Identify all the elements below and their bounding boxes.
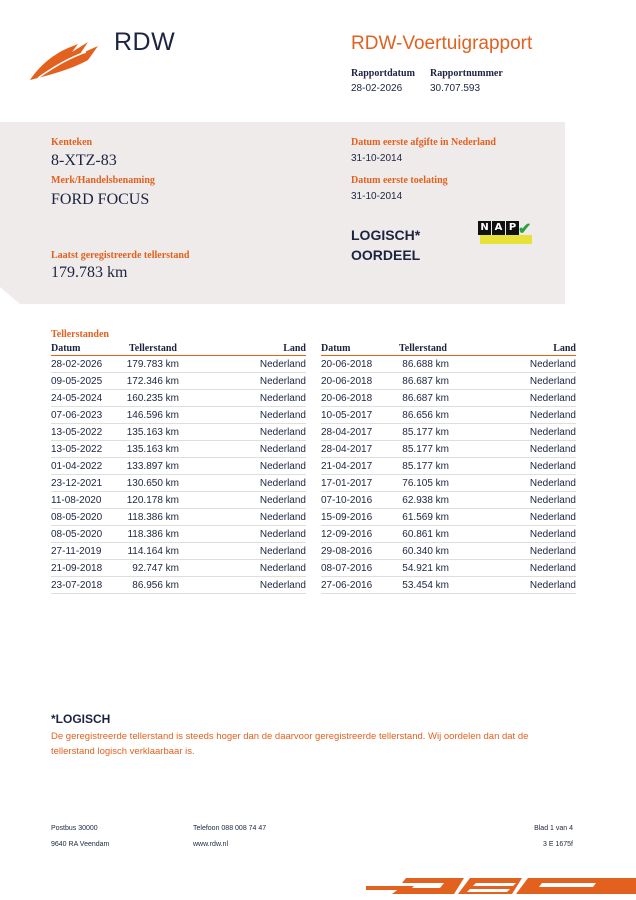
odometer-label: Laatst geregistreerde tellerstand xyxy=(51,250,190,261)
table-row xyxy=(51,458,306,475)
cell-reading: 86.687 km xyxy=(402,392,449,404)
first-admission-label: Datum eerste toelating xyxy=(351,175,448,186)
cell-date: 27-11-2019 xyxy=(51,545,102,557)
cell-reading: 86.956 km xyxy=(132,579,179,591)
table-row xyxy=(321,356,576,373)
cell-date: 21-04-2017 xyxy=(321,460,373,472)
table-row xyxy=(321,475,576,492)
footer-contact xyxy=(193,821,266,853)
cell-reading: 86.688 km xyxy=(402,358,449,370)
table-row xyxy=(321,543,576,560)
rdw-logo-icon xyxy=(28,38,104,82)
cell-country: Nederland xyxy=(259,409,306,421)
table-row xyxy=(51,509,306,526)
logo-text: RDW xyxy=(114,28,176,56)
footer-address-line2: 9640 RA Veendam xyxy=(51,841,110,848)
cell-country: Nederland xyxy=(259,528,306,540)
cell-country: Nederland xyxy=(259,443,306,455)
cell-date: 28-02-2026 xyxy=(51,358,103,370)
verdict xyxy=(351,225,420,265)
table-row xyxy=(321,407,576,424)
cell-country: Nederland xyxy=(259,545,306,557)
cell-country: Nederland xyxy=(259,426,306,438)
nap-logo xyxy=(478,221,534,245)
cell-date: 08-07-2016 xyxy=(321,562,373,574)
cell-date: 01-04-2022 xyxy=(51,460,103,472)
cell-date: 28-04-2017 xyxy=(321,443,373,455)
table-row xyxy=(321,441,576,458)
cell-reading: 76.105 km xyxy=(402,477,449,489)
cell-country: Nederland xyxy=(259,562,306,574)
cell-reading: 61.569 km xyxy=(402,511,449,523)
report-number-value: 30.707.593 xyxy=(430,83,481,94)
cell-date: 10-05-2017 xyxy=(321,409,373,421)
footer-page-info xyxy=(500,821,573,853)
cell-reading: 53.454 km xyxy=(402,579,449,591)
cell-reading: 60.861 km xyxy=(402,528,449,540)
footer-phone: Telefoon 088 008 74 47 xyxy=(193,825,267,832)
footer-address-line1: Postbus 30000 xyxy=(51,825,98,832)
cell-date: 23-07-2018 xyxy=(51,579,103,591)
table-row xyxy=(321,492,576,509)
cell-reading: 120.178 km xyxy=(126,494,179,506)
cell-date: 13-05-2022 xyxy=(51,443,103,455)
table-row xyxy=(321,424,576,441)
header-reading: Tellerstand xyxy=(129,343,177,354)
odometer-value: 179.783 km xyxy=(51,264,128,281)
cell-date: 20-06-2018 xyxy=(321,358,373,370)
cell-date: 08-05-2020 xyxy=(51,511,103,523)
cell-date: 20-06-2018 xyxy=(321,392,373,404)
cell-reading: 135.163 km xyxy=(126,426,179,438)
cell-date: 27-06-2016 xyxy=(321,579,373,591)
cell-date: 24-05-2024 xyxy=(51,392,103,404)
odometer-section-title: Tellerstanden xyxy=(51,329,109,340)
cell-date: 11-08-2020 xyxy=(51,494,102,506)
table-row xyxy=(51,356,306,373)
cell-date: 13-05-2022 xyxy=(51,426,103,438)
document-title: RDW-Voertuigrapport xyxy=(351,33,533,54)
cell-country: Nederland xyxy=(529,511,576,523)
cell-date: 17-01-2017 xyxy=(321,477,373,489)
table-row xyxy=(51,390,306,407)
speed-stripes-decoration xyxy=(366,874,636,896)
checkmark-icon: ✔ xyxy=(518,221,532,238)
cell-date: 28-04-2017 xyxy=(321,426,373,438)
cell-country: Nederland xyxy=(529,375,576,387)
cell-country: Nederland xyxy=(259,392,306,404)
nap-letter-p: P xyxy=(506,221,519,235)
cell-country: Nederland xyxy=(529,579,576,591)
plate-value: 8-XTZ-83 xyxy=(51,152,117,169)
cell-country: Nederland xyxy=(529,460,576,472)
cell-reading: 86.687 km xyxy=(402,375,449,387)
cell-date: 08-05-2020 xyxy=(51,528,103,540)
verdict-line1: LOGISCH* xyxy=(351,227,421,243)
table-row xyxy=(51,373,306,390)
first-admission-value: 31-10-2014 xyxy=(351,191,403,202)
cell-country: Nederland xyxy=(529,528,576,540)
verdict-line2: OORDEEL xyxy=(351,247,421,263)
cell-reading: 86.656 km xyxy=(402,409,449,421)
table-row xyxy=(51,441,306,458)
cell-country: Nederland xyxy=(259,375,306,387)
table-row xyxy=(51,560,306,577)
nap-letter-a: A xyxy=(492,221,505,235)
first-nl-value: 31-10-2014 xyxy=(351,153,403,164)
cell-reading: 130.650 km xyxy=(126,477,179,489)
cell-reading: 60.340 km xyxy=(402,545,449,557)
table-row xyxy=(321,373,576,390)
report-date-label: Rapportdatum xyxy=(351,68,415,79)
cell-reading: 172.346 km xyxy=(126,375,179,387)
cell-country: Nederland xyxy=(529,443,576,455)
cell-country: Nederland xyxy=(529,409,576,421)
plate-label: Kenteken xyxy=(51,137,93,148)
report-number-label: Rapportnummer xyxy=(430,68,503,79)
header-country: Land xyxy=(283,343,306,354)
cell-reading: 160.235 km xyxy=(126,392,179,404)
cell-reading: 54.921 km xyxy=(402,562,449,574)
cell-country: Nederland xyxy=(529,562,576,574)
cell-reading: 85.177 km xyxy=(402,460,449,472)
odometer-table-right xyxy=(321,343,576,594)
report-date-block xyxy=(351,68,415,94)
cell-country: Nederland xyxy=(529,494,576,506)
table-row xyxy=(321,577,576,594)
table-row xyxy=(51,424,306,441)
cell-date: 12-09-2016 xyxy=(321,528,373,540)
cell-country: Nederland xyxy=(259,494,306,506)
table-row xyxy=(321,390,576,407)
header-reading: Tellerstand xyxy=(399,343,447,354)
panel-corner xyxy=(0,287,20,304)
table-row xyxy=(321,526,576,543)
table-row xyxy=(51,543,306,560)
odometer-table-left xyxy=(51,343,306,594)
cell-reading: 62.938 km xyxy=(402,494,449,506)
cell-reading: 118.386 km xyxy=(127,528,179,540)
cell-date: 15-09-2016 xyxy=(321,511,373,523)
footer-website[interactable]: www.rdw.nl xyxy=(193,841,229,848)
table-row xyxy=(51,475,306,492)
cell-date: 09-05-2025 xyxy=(51,375,103,387)
table-row xyxy=(321,458,576,475)
footnote-title: *LOGISCH xyxy=(51,712,111,726)
cell-reading: 133.897 km xyxy=(126,460,179,472)
footnote-text: De geregistreerde tellerstand is steeds hoger dan de daarvoor geregistreerde tellerstand. Wij oordelen dan dat de tellerstand logisch verklaarbaar is. xyxy=(51,731,529,757)
table-row xyxy=(321,560,576,577)
cell-date: 23-12-2021 xyxy=(51,477,103,489)
cell-reading: 85.177 km xyxy=(402,426,449,438)
cell-date: 07-06-2023 xyxy=(51,409,103,421)
footer-page-number: Blad 1 van 4 xyxy=(534,825,573,832)
table-row xyxy=(321,509,576,526)
cell-country: Nederland xyxy=(529,477,576,489)
cell-date: 21-09-2018 xyxy=(51,562,103,574)
cell-country: Nederland xyxy=(529,358,576,370)
cell-reading: 118.386 km xyxy=(127,511,179,523)
cell-country: Nederland xyxy=(529,392,576,404)
report-date-value: 28-02-2026 xyxy=(351,83,403,94)
cell-reading: 146.596 km xyxy=(126,409,179,421)
header-date: Datum xyxy=(321,343,351,354)
cell-date: 07-10-2016 xyxy=(321,494,373,506)
make-label: Merk/Handelsbenaming xyxy=(51,175,155,186)
header-date: Datum xyxy=(51,343,81,354)
cell-reading: 85.177 km xyxy=(402,443,449,455)
table-header xyxy=(321,343,576,356)
nap-letter-n: N xyxy=(478,221,491,235)
table-row xyxy=(51,407,306,424)
table-header xyxy=(51,343,306,356)
cell-date: 29-08-2016 xyxy=(321,545,373,557)
cell-reading: 114.164 km xyxy=(127,545,179,557)
cell-reading: 179.783 km xyxy=(126,358,179,370)
make-value: FORD FOCUS xyxy=(51,191,150,208)
cell-country: Nederland xyxy=(259,358,306,370)
cell-reading: 135.163 km xyxy=(126,443,179,455)
cell-country: Nederland xyxy=(529,545,576,557)
table-row xyxy=(51,577,306,594)
footer-address xyxy=(51,821,109,853)
report-number-block xyxy=(430,68,503,94)
table-row xyxy=(51,526,306,543)
cell-country: Nederland xyxy=(529,426,576,438)
first-nl-label: Datum eerste afgifte in Nederland xyxy=(351,137,496,148)
cell-country: Nederland xyxy=(259,579,306,591)
cell-date: 20-06-2018 xyxy=(321,375,373,387)
cell-country: Nederland xyxy=(259,477,306,489)
footer-code: 3 E 1675f xyxy=(543,841,573,848)
cell-country: Nederland xyxy=(259,511,306,523)
header-country: Land xyxy=(553,343,576,354)
cell-reading: 92.747 km xyxy=(132,562,179,574)
cell-country: Nederland xyxy=(259,460,306,472)
table-row xyxy=(51,492,306,509)
